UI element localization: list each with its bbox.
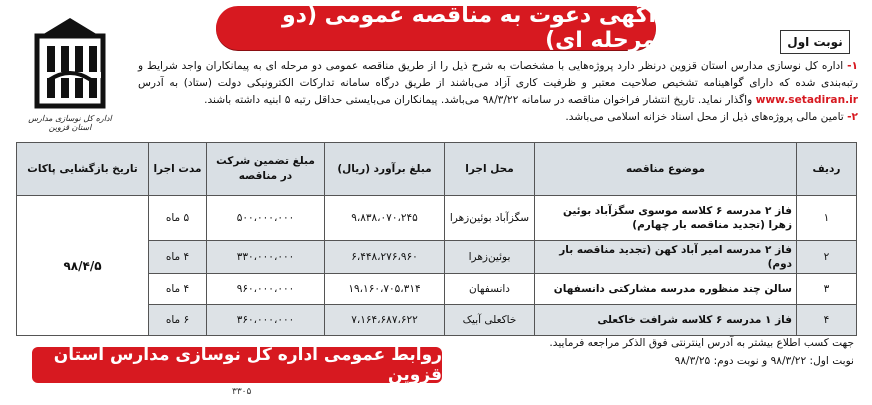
paragraph-text: اداره کل نوسازی مدارس استان قزوین درنظر دارد پروژه‌هایی با مشخصات به شرح ذیل را از طریق مناقصه عمومی دو مرحله ای به پیمانکاران واجد شرایط و رتبه‌بندی شده که دارای گواهینامه تشخیص صلاحیت معتبر و ظرفیت کاری آزاد می‌باشند از طریق درگاه سامانه تدارکات الکترونیکی دولت (ستاد) به آدرس <box>138 60 858 89</box>
row-guarantee: ۳۶۰،۰۰۰،۰۰۰ <box>207 305 325 336</box>
paragraph-text: تامین مالی پروژه‌های ذیل از محل اسناد خزانه اسلامی می‌باشد. <box>565 111 844 123</box>
tender-table <box>16 142 857 336</box>
ad-code: ۳۳۰۵ <box>232 387 252 397</box>
table-header-row <box>17 143 857 196</box>
header-subject: موضوع مناقصه <box>535 143 797 196</box>
row-location: بوئین‌زهرا <box>445 241 535 274</box>
round-label: نوبت اول <box>780 30 850 54</box>
row-duration: ۶ ماه <box>149 305 207 336</box>
intro-paragraph-2 <box>138 109 858 126</box>
opening-date: ۹۸/۴/۵ <box>17 196 149 336</box>
row-index: ۱ <box>797 196 857 241</box>
row-guarantee: ۳۳۰،۰۰۰،۰۰۰ <box>207 241 325 274</box>
row-estimate: ۱۹،۱۶۰،۷۰۵،۳۱۴ <box>325 274 445 305</box>
row-index: ۳ <box>797 274 857 305</box>
header-row-index: ردیف <box>797 143 857 196</box>
row-duration: ۵ ماه <box>149 196 207 241</box>
row-guarantee: ۵۰۰،۰۰۰،۰۰۰ <box>207 196 325 241</box>
row-estimate: ۹،۸۳۸،۰۷۰،۲۴۵ <box>325 196 445 241</box>
row-index: ۲ <box>797 241 857 274</box>
row-subject: فاز ۲ مدرسه ۶ کلاسه موسوی سگزآباد بوئین زهرا (تجدید مناقصه بار چهارم) <box>535 196 797 241</box>
row-location: سگزآباد بوئین‌زهرا <box>445 196 535 241</box>
row-location: خاکعلی آبیک <box>445 305 535 336</box>
intro-paragraphs <box>138 58 858 126</box>
row-subject: فاز ۱ مدرسه ۶ کلاسه شرافت خاکعلی <box>535 305 797 336</box>
row-estimate: ۷،۱۶۴،۶۸۷،۶۲۲ <box>325 305 445 336</box>
header-duration: مدت اجرا <box>149 143 207 196</box>
row-subject: سالن چند منظوره مدرسه مشارکتی دانسفهان <box>535 274 797 305</box>
row-subject: فاز ۲ مدرسه امیر آباد کهن (تجدید مناقصه بار دوم) <box>535 241 797 274</box>
header-guarantee: مبلغ تضمین شرکت در مناقصه <box>207 143 325 196</box>
row-duration: ۴ ماه <box>149 241 207 274</box>
header-opening-date: تاریخ بازگشایی پاکات <box>17 143 149 196</box>
logo-caption: اداره کل نوسازی مدارس استان قزوین <box>28 114 112 132</box>
intro-paragraph-1 <box>138 58 858 109</box>
organization-logo <box>20 16 120 134</box>
paragraph-number: ۱- <box>847 60 858 72</box>
paragraph-text-tail: واگذار نماید. تاریخ انتشار فراخوان مناقصه در سامانه ۹۸/۳/۲۲ می‌باشد. پیمانکاران می‌بایستی حداقل رتبه ۵ ابنیه داشته باشند. <box>204 94 753 106</box>
row-estimate: ۶،۴۴۸،۲۷۶،۹۶۰ <box>325 241 445 274</box>
page-title: آگهی دعوت به مناقصه عمومی (دو مرحله ای) <box>216 6 656 50</box>
website-link[interactable]: www.setadiran.ir <box>755 94 858 106</box>
row-guarantee: ۹۶۰،۰۰۰،۰۰۰ <box>207 274 325 305</box>
public-relations-banner: روابط عمومی اداره کل نوسازی مدارس استان قزوین <box>32 347 442 383</box>
logo-emblem-icon <box>27 16 113 112</box>
row-index: ۴ <box>797 305 857 336</box>
header-estimate: مبلغ برآورد (ریال) <box>325 143 445 196</box>
row-duration: ۴ ماه <box>149 274 207 305</box>
header-location: محل اجرا <box>445 143 535 196</box>
publication-dates: نوبت اول: ۹۸/۳/۲۲ و نوبت دوم: ۹۸/۳/۲۵ <box>674 355 854 367</box>
paragraph-number: ۲- <box>847 111 858 123</box>
table-row <box>17 196 857 241</box>
row-location: دانسفهان <box>445 274 535 305</box>
more-info-text: جهت کسب اطلاع بیشتر به آدرس اینترنتی فوق الذکر مراجعه فرمایید. <box>549 337 854 349</box>
